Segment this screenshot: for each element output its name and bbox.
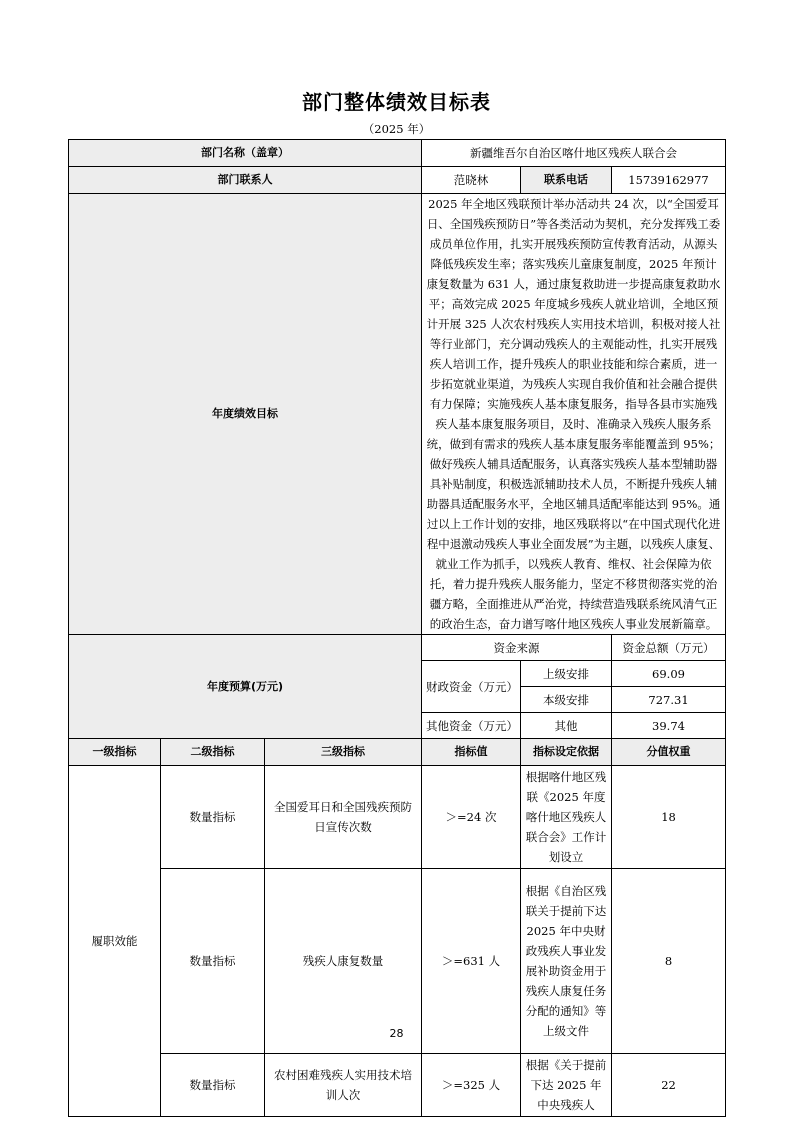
header-value: 指标值 — [422, 739, 521, 766]
level2-indicator: 数量指标 — [161, 869, 265, 1054]
indicator-weight: 8 — [612, 869, 726, 1054]
other-fund-sub-label: 其他 — [521, 713, 612, 739]
annual-goal-label: 年度绩效目标 — [69, 194, 422, 635]
level2-indicator: 数量指标 — [161, 1054, 265, 1117]
fund-source-header: 资金来源 — [422, 635, 612, 661]
performance-goal-table — [68, 139, 726, 1117]
level3-indicator: 农村困难残疾人实用技术培训人次 — [265, 1054, 422, 1117]
header-level3: 三级指标 — [265, 739, 422, 766]
upper-arrangement-label: 上级安排 — [521, 661, 612, 687]
level2-indicator: 数量指标 — [161, 766, 265, 869]
annual-goal-text: 2025 年全地区残联预计举办活动共 24 次，以“全国爱耳日、全国残疾预防日”等各类活动为契机，充分发挥残工委成员单位作用，扎实开展残疾预防宣传教育活动，从源头降低残疾发生率；落实残疾儿童康复制度，2025 年预计康复数量为 631 人，通过康复救助进一步提高康复救助水平；高效完成 2025 年度城乡残疾人就业培训，全地区预计开展 325 人次农村残疾人实用技术培训，积极对接人社等行业部门，充分调动残疾人的主观能动性，扎实开展残疾人培训工作，提升残疾人的职业技能和综合素质，进一步拓宽就业渠道，为残疾人实现自我价值和社会融合提供有力保障；实施残疾人基本康复服务，指导各县市实施残疾人基本康复服务项目，及时、准确录入残疾人服务系统，做到有需求的残疾人基本康复服务率能覆盖到 95%；做好残疾人辅具适配服务，认真落实残疾人基本型辅助器具补贴制度，积极选派辅助技术人员，不断提升残疾人辅助器具适配服务水平，全地区辅具适配率能达到 95%。通过以上工作计划的安排，地区残联将以“在中国式现代化进程中退激动残疾人事业全面发展”为主题，以残疾人康复、就业工作为抓手，以残疾人教育、维权、社会保障为依托，着力提升残疾人服务能力，坚定不移贯彻落实党的治疆方略，全面推进从严治党，持续营造残联系统风清气正的政治生态，奋力谱写喀什地区残疾人事业发展新篇章。 — [422, 194, 726, 635]
indicator-value: ＞=631 人 — [422, 869, 521, 1054]
other-fund-value: 39.74 — [612, 713, 726, 739]
contact-value: 范晓林 — [422, 167, 521, 194]
year-subtitle: （2025 年） — [362, 122, 431, 136]
level3-indicator: 全国爱耳日和全国残疾预防日宣传次数 — [265, 766, 422, 869]
table-row — [69, 869, 726, 1054]
page-number: 28 — [389, 1027, 404, 1040]
table-row — [69, 1054, 726, 1117]
indicator-basis: 根据《自治区残联关于提前下达 2025 年中央财政残疾人事业发展补助资金用于残疾人康复任务分配的通知》等上级文件 — [521, 869, 612, 1054]
other-fund-label: 其他资金（万元） — [422, 713, 521, 739]
phone-label: 联系电话 — [521, 167, 612, 194]
dept-name-value: 新疆维吾尔自治区喀什地区残疾人联合会 — [422, 140, 726, 167]
header-level2: 二级指标 — [161, 739, 265, 766]
level1-indicator: 履职效能 — [69, 766, 161, 1117]
dept-name-label: 部门名称（盖章） — [69, 140, 422, 167]
indicator-weight: 22 — [612, 1054, 726, 1117]
contact-label: 部门联系人 — [69, 167, 422, 194]
phone-value: 15739162977 — [612, 167, 726, 194]
page-title: 部门整体绩效目标表 — [302, 90, 491, 114]
indicator-value: ＞=24 次 — [422, 766, 521, 869]
local-arrangement-label: 本级安排 — [521, 687, 612, 713]
fund-total-header: 资金总额（万元） — [612, 635, 726, 661]
fiscal-fund-label: 财政资金（万元） — [422, 661, 521, 713]
level3-indicator: 残疾人康复数量 — [265, 869, 422, 1054]
table-row — [69, 766, 726, 869]
header-weight: 分值权重 — [612, 739, 726, 766]
indicator-basis: 根据《关于提前下达 2025 年中央残疾人 — [525, 1057, 607, 1112]
header-basis: 指标设定依据 — [521, 739, 612, 766]
indicator-weight: 18 — [612, 766, 726, 869]
indicator-basis: 根据喀什地区残联《2025 年度喀什地区残疾人联合会》工作计划设立 — [521, 766, 612, 869]
indicator-value: ＞=325 人 — [422, 1054, 521, 1117]
local-arrangement-value: 727.31 — [612, 687, 726, 713]
header-level1: 一级指标 — [69, 739, 161, 766]
budget-label: 年度预算(万元) — [69, 635, 422, 739]
indicator-basis-cell — [521, 1054, 612, 1117]
upper-arrangement-value: 69.09 — [612, 661, 726, 687]
